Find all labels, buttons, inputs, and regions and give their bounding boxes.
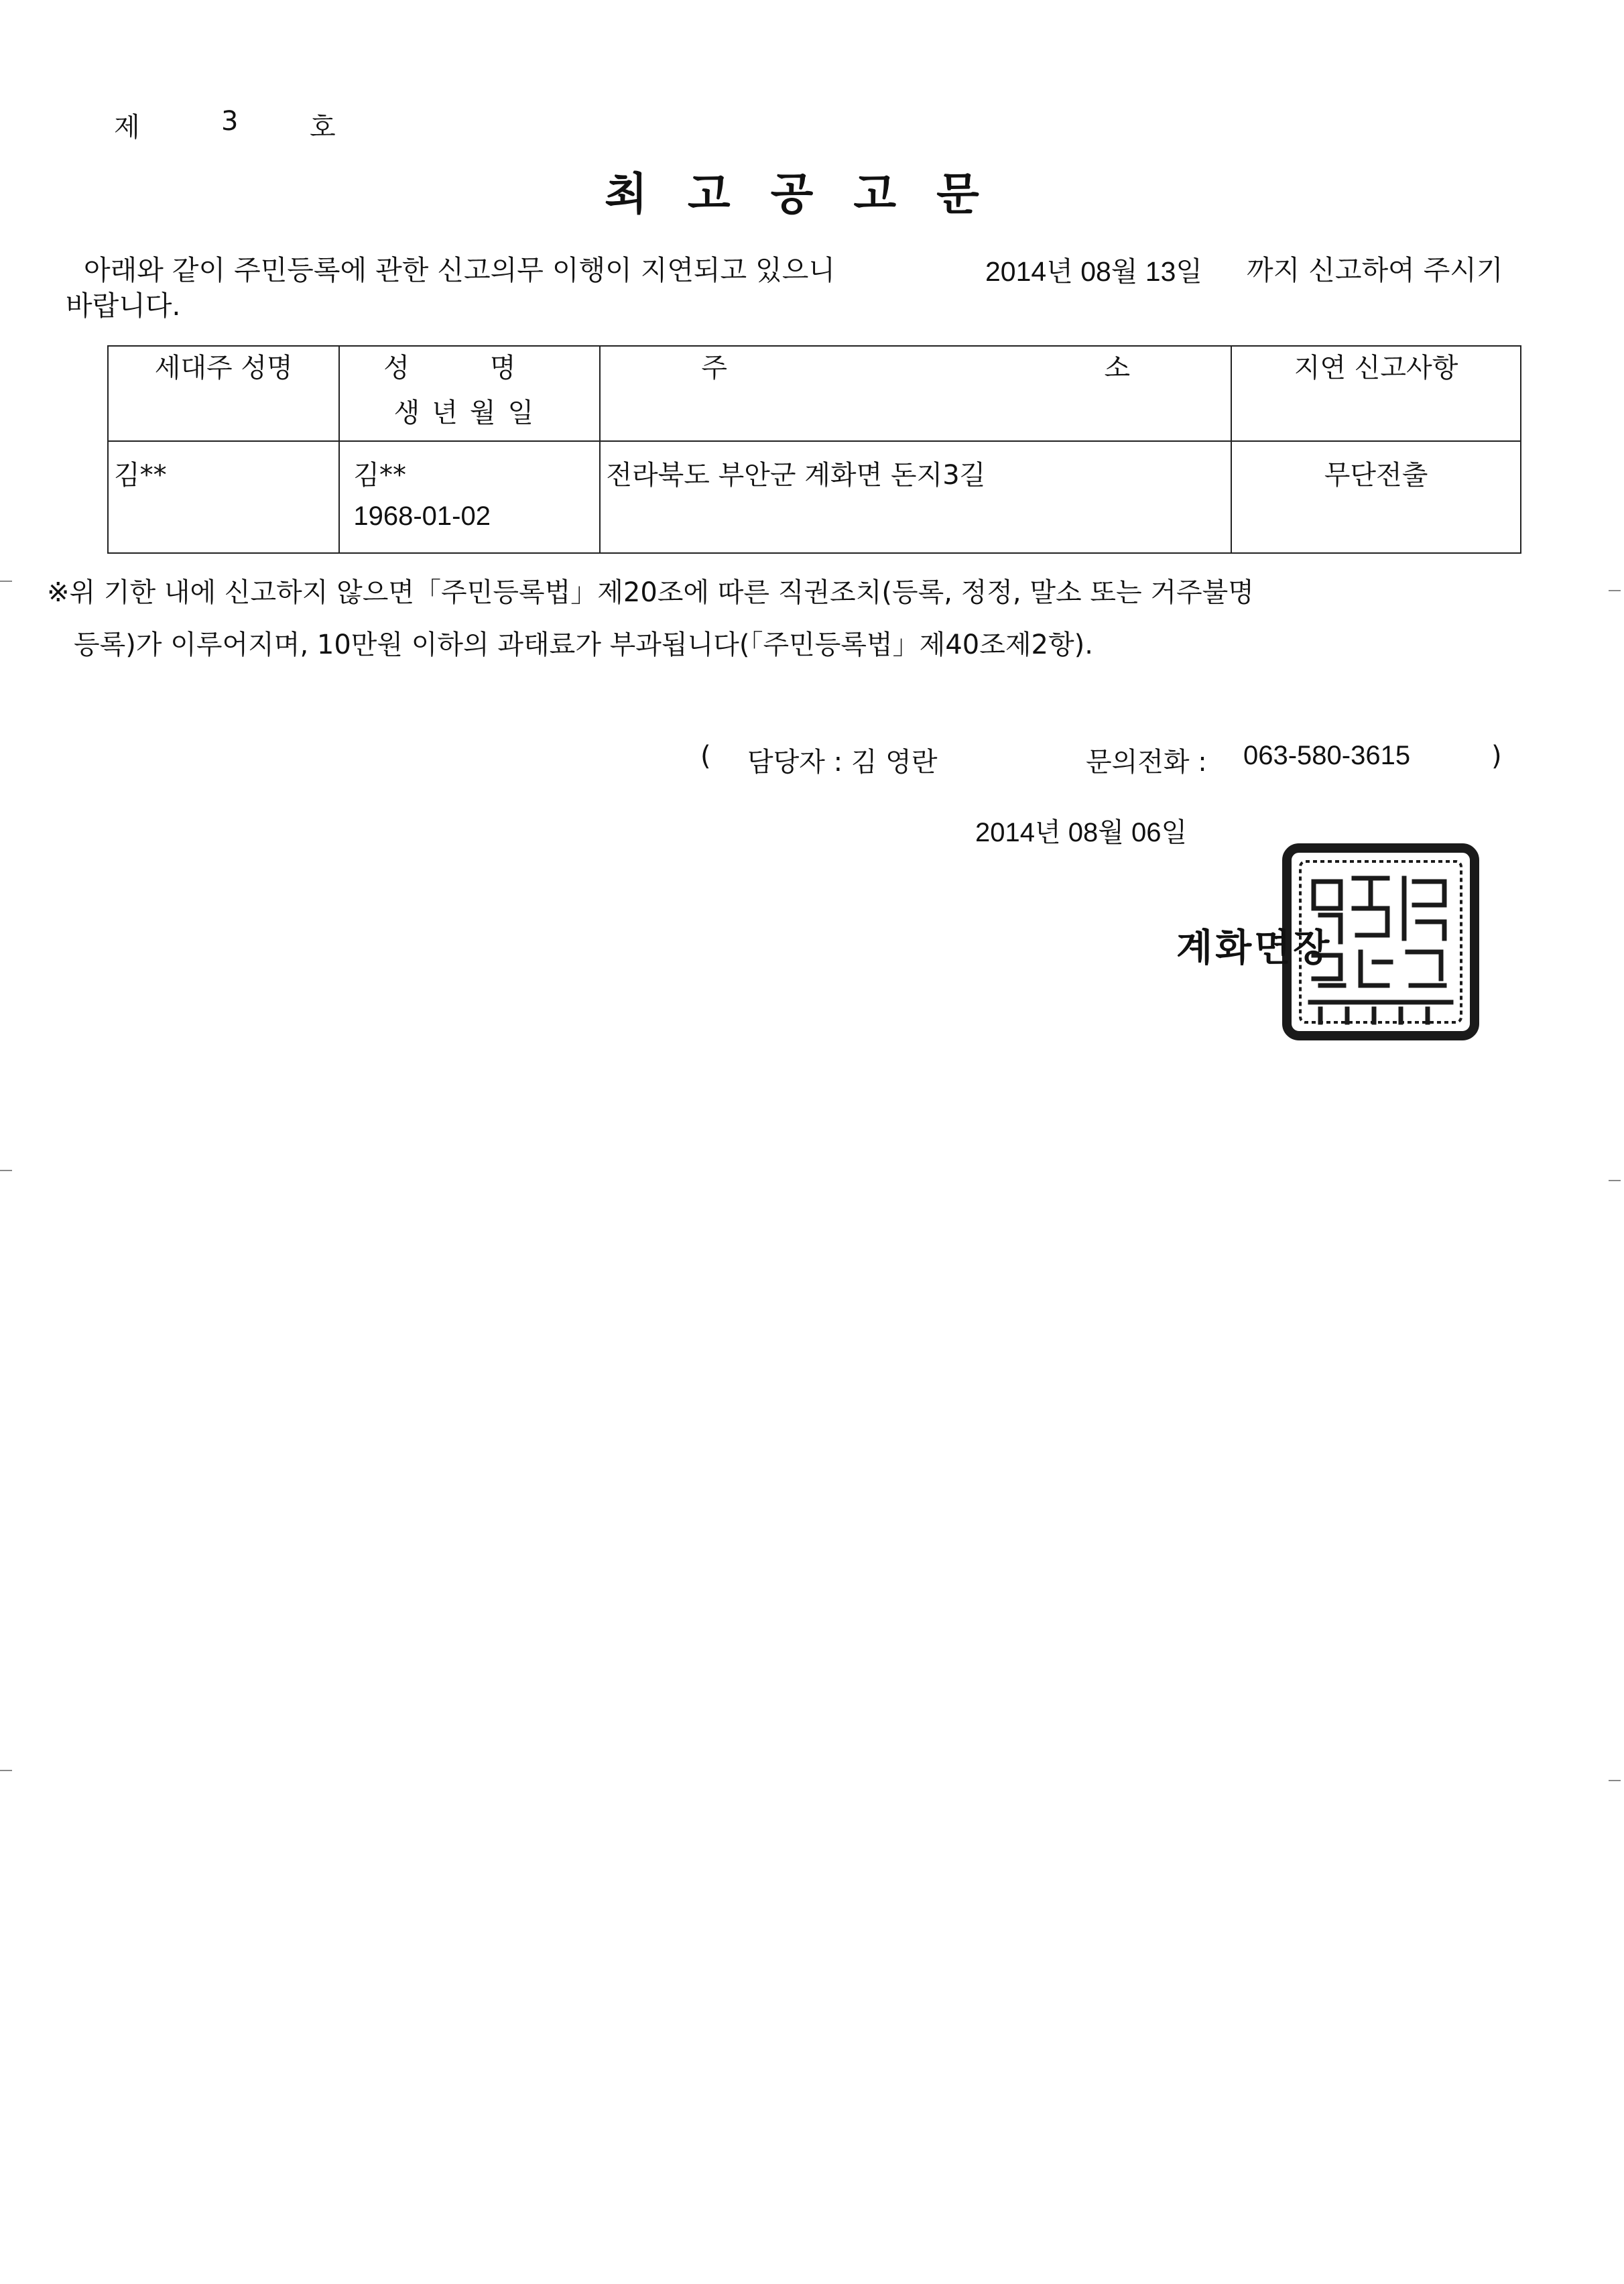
notice-number-value: 3 xyxy=(221,106,239,137)
notice-table xyxy=(107,345,1521,554)
document-date: 2014년 08월 06일 xyxy=(975,818,1188,847)
contact-phone: 063-580-3615 xyxy=(1243,741,1411,770)
cell-name-birth xyxy=(339,441,600,553)
header-address-right: 소 xyxy=(1104,353,1131,383)
header-name-birth xyxy=(339,346,600,441)
table-header-row xyxy=(108,346,1521,441)
header-item: 지연 신고사항 xyxy=(1231,346,1521,441)
page-title: 최고공고문 xyxy=(605,168,1019,220)
intro-deadline: 2014년 08월 13일 xyxy=(985,256,1203,287)
contact-phone-label: 문의전화 : xyxy=(1086,747,1207,778)
notice-number-prefix: 제 xyxy=(114,112,140,143)
cell-item: 무단전출 xyxy=(1231,441,1521,553)
header-birth: 생년월일 xyxy=(393,398,546,428)
signer-title: 계화면장 xyxy=(1176,926,1332,970)
warning-line-1: ※위 기한 내에 신고하지 않으면「주민등록법」제20조에 따른 직권조치(등록, 정정, 말소 또는 거주불명 xyxy=(47,577,1254,608)
notice-number-suffix: 호 xyxy=(310,112,336,143)
intro-line-2: 바랍니다. xyxy=(66,290,181,322)
header-address xyxy=(600,346,1231,441)
table-row xyxy=(108,441,1521,553)
cell-birth: 1968-01-02 xyxy=(353,501,491,531)
intro-line-1-tail: 까지 신고하여 주시기 xyxy=(1247,254,1503,286)
contact-close-paren: ) xyxy=(1491,741,1502,772)
cell-name: 김** xyxy=(353,460,406,491)
header-address-left: 주 xyxy=(701,353,728,383)
header-name: 성명 xyxy=(383,353,597,383)
warning-line-2: 등록)가 이루어지며, 10만원 이하의 과태료가 부과됩니다(「주민등록법」제40조제2항). xyxy=(74,629,1093,660)
contact-staff: 담당자 : 김 영란 xyxy=(747,747,938,778)
cell-address: 전라북도 부안군 계화면 돈지3길 xyxy=(600,441,1231,553)
intro-line-1: 아래와 같이 주민등록에 관한 신고의무 이행이 지연되고 있으니 xyxy=(84,254,835,286)
cell-householder: 김** xyxy=(108,441,339,553)
header-householder: 세대주 성명 xyxy=(108,346,339,441)
contact-open-paren: ( xyxy=(700,741,711,772)
